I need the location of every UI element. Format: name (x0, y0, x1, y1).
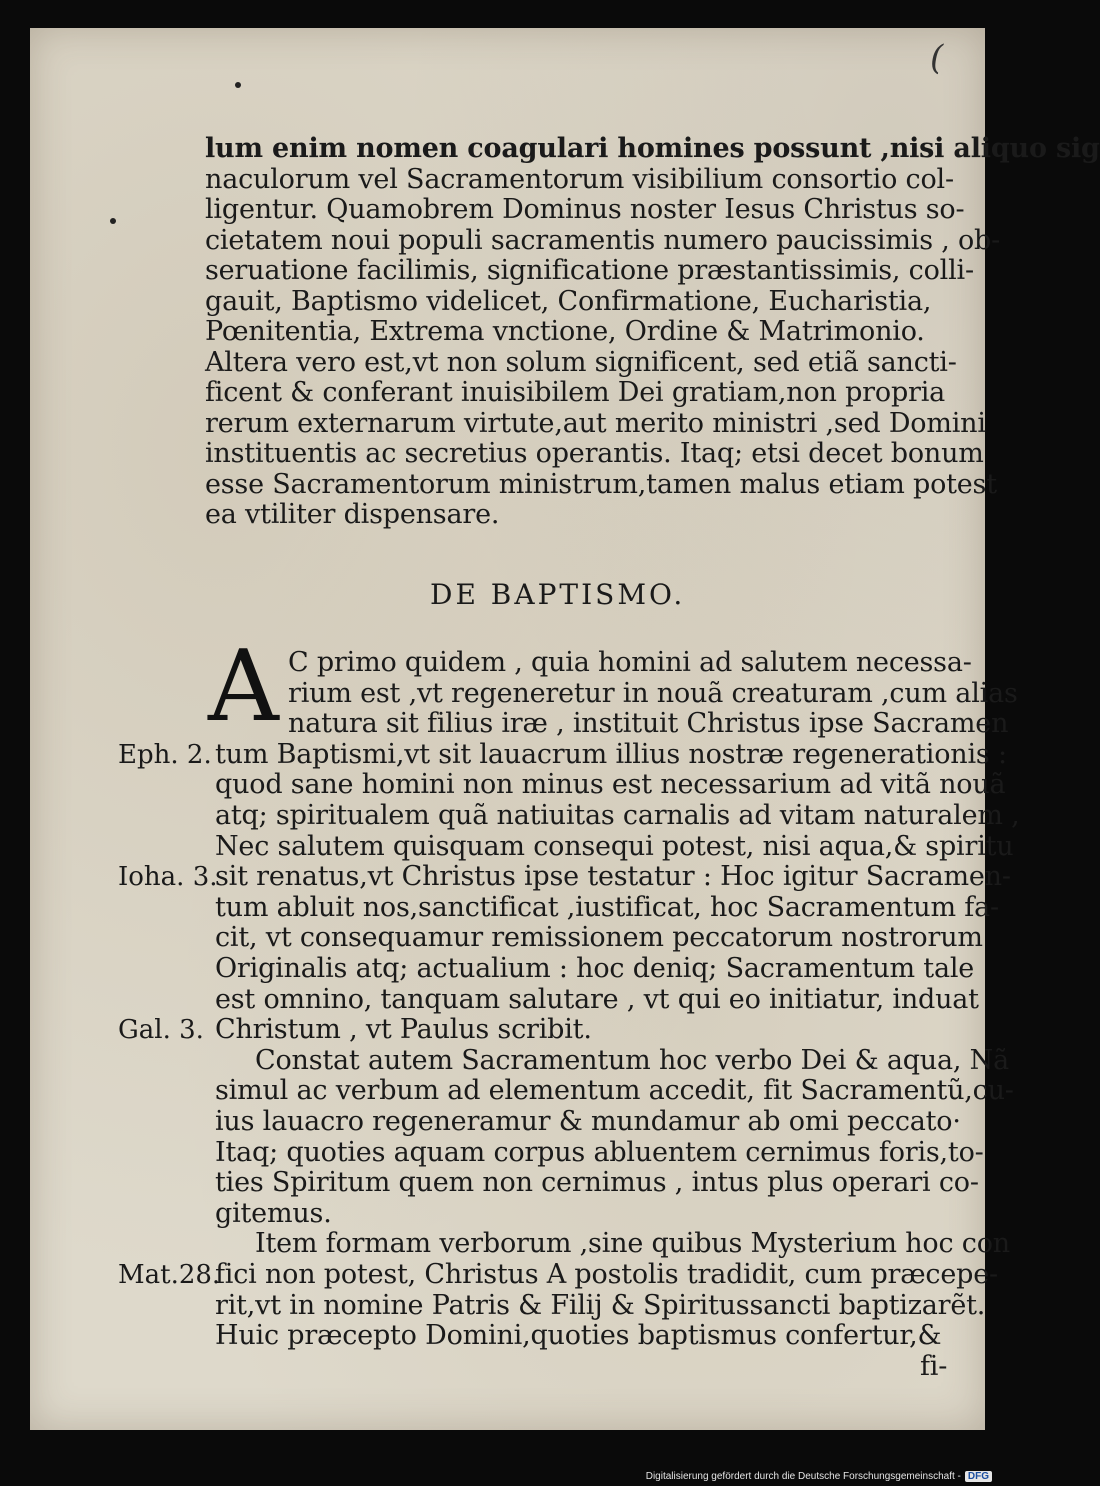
text-line: tum Baptismi,vt sit lauacrum illius nostræ regenerationis : (215, 738, 1007, 770)
text-line: Altera vero est,vt non solum significent, sed etiã sancti- (205, 346, 957, 378)
section-heading: DE BAPTISMO. (430, 578, 686, 611)
text-line: Itaq; quoties aquam corpus abluentem cernimus foris,to- (215, 1136, 984, 1168)
corner-mark: ( (930, 38, 944, 78)
text-line: Originalis atq; actualium : hoc deniq; Sacramentum tale (215, 953, 975, 984)
text-line: rium est ,vt regeneretur in nouã creaturam ,cum alias (288, 677, 1018, 709)
text-line: atq; spiritualem quã natiuitas carnalis ad vitam naturalem , (215, 800, 1020, 831)
ink-spot (235, 82, 241, 88)
text-line: sit renatus,vt Christus ipse testatur : Hoc igitur Sacramen- (215, 861, 1011, 893)
footer-text: Digitalisierung gefördert durch die Deutsche Forschungsgemeinschaft - (645, 1471, 961, 1482)
drop-cap: A (208, 630, 279, 744)
text-line: lum enim nomen coagulari homines possunt ,nisi aliquo sig (205, 133, 1100, 164)
text-line: cit, vt consequamur remissionem peccatorum nostrorum (215, 922, 983, 954)
text-line: simul ac verbum ad elementum accedit, fit Sacramentũ,cu- (215, 1075, 1014, 1107)
text-line: quod sane homini non minus est necessarium ad vitã nouã (215, 769, 1006, 801)
text-line: ea vtiliter dispensare. (205, 499, 500, 530)
text-line: Item formam verborum ,sine quibus Mysterium hoc con (255, 1228, 1010, 1260)
text-line: ties Spiritum quem non cernimus , intus plus operari co- (215, 1167, 979, 1199)
dfg-logo: DFG (965, 1471, 992, 1482)
text-line: Christum , vt Paulus scribit. (215, 1014, 592, 1046)
text-line: Huic præcepto Domini,quoties baptismus confertur,& (215, 1320, 942, 1352)
digitization-footer (646, 1471, 992, 1482)
ink-spot (110, 218, 116, 224)
text-line: fici non potest, Christus A postolis tradidit, cum præcepe- (215, 1259, 998, 1290)
text-line: Nec salutem quisquam consequi potest, nisi aqua,& spiritu (215, 830, 1014, 862)
text-line: tum abluit nos,sanctificat ,iustificat, hoc Sacramentum fa- (215, 891, 999, 923)
text-line: rit,vt in nomine Patris & Filij & Spiritussancti baptizarẽt. (215, 1289, 986, 1321)
text-line: natura sit filius iræ , instituit Christus ipse Sacramen (288, 708, 1009, 740)
margin-note: Gal. 3. (118, 1015, 204, 1046)
text-line: rerum externarum virtute,aut merito ministri ,sed Domini (205, 407, 986, 439)
text-line: esse Sacramentorum ministrum,tamen malus etiam potest (205, 468, 997, 500)
book-page (30, 28, 1100, 1430)
text-line: C primo quidem , quia homini ad salutem necessa- (288, 647, 972, 678)
text-line: naculorum vel Sacramentorum visibilium consortio col- (205, 163, 954, 195)
text-line: gauit, Baptismo videlicet, Confirmatione, Eucharistia, (205, 285, 932, 317)
margin-note: Ioha. 3. (118, 862, 218, 893)
margin-note: Mat.28. (118, 1260, 221, 1290)
text-line: ligentur. Quamobrem Dominus noster Iesus Christus so- (205, 194, 965, 225)
margin-note: Eph. 2. (118, 739, 212, 770)
text-line: Constat autem Sacramentum hoc verbo Dei & aqua, Nã (255, 1044, 1009, 1076)
text-line: ficent & conferant inuisibilem Dei gratiam,non propria (205, 377, 946, 408)
text-line: instituentis ac secretius operantis. Itaq; etsi decet bonum (205, 438, 984, 469)
text-line: gitemus. (215, 1197, 332, 1229)
text-line: ius lauacro regeneramur & mundamur ab omi peccato· (215, 1106, 961, 1137)
text-line: est omnino, tanquam salutare , vt qui eo initiatur, induat (215, 983, 979, 1015)
text-line: cietatem noui populi sacramentis numero paucissimis , ob- (205, 224, 1001, 256)
text-line: Pœnitentia, Extrema vnctione, Ordine & Matrimonio. (205, 316, 925, 347)
text-line: fi- (920, 1350, 948, 1382)
text-line: seruatione facilimis, significatione præstantissimis, colli- (205, 255, 974, 286)
